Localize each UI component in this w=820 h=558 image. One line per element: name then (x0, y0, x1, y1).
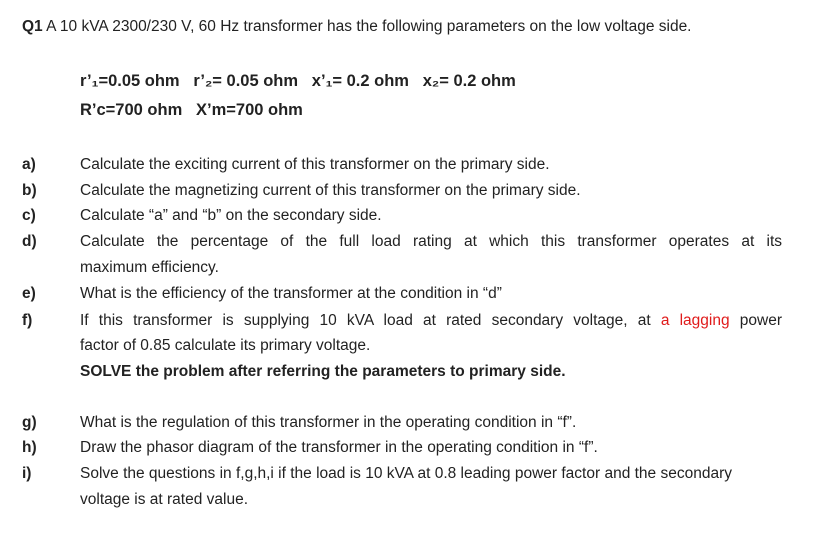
parameters-line-1: r’₁=0.05 ohm r’₂= 0.05 ohm x’₁= 0.2 ohm x₂= 0.2 ohm (80, 72, 516, 90)
question-a-label: a) (22, 156, 36, 173)
question-h-label: h) (22, 439, 37, 456)
question-c-label: c) (22, 207, 36, 224)
question-f-line-1-start: If this transformer is supplying 10 kVA load at rated secondary voltage, at (80, 312, 661, 329)
question-i-line-1: Solve the questions in f,g,h,i if the load is 10 kVA at 0.8 leading power factor and the secondary (80, 465, 732, 482)
question-d-line-2: maximum efficiency. (80, 259, 219, 276)
question-intro-text: A 10 kVA 2300/230 V, 60 Hz transformer has the following parameters on the low voltage side. (42, 18, 692, 35)
question-e-label: e) (22, 285, 36, 302)
question-number: Q1 (22, 18, 43, 35)
question-e-text: What is the efficiency of the transformer at the condition in “d” (80, 285, 502, 302)
question-f-line-1-end: power (729, 312, 782, 329)
question-d-label: d) (22, 233, 37, 250)
question-g-label: g) (22, 414, 37, 431)
question-a-text: Calculate the exciting current of this transformer on the primary side. (80, 156, 550, 173)
question-f-note: SOLVE the problem after referring the parameters to primary side. (80, 363, 566, 380)
question-f-line-1 (80, 312, 782, 330)
question-b-text: Calculate the magnetizing current of this transformer on the primary side. (80, 182, 581, 199)
question-f-line-2: factor of 0.85 calculate its primary voltage. (80, 337, 371, 354)
question-f-label: f) (22, 312, 33, 329)
parameters-line-2: R’c=700 ohm X’m=700 ohm (80, 101, 303, 119)
question-b-label: b) (22, 182, 37, 199)
lagging-highlight: a lagging (660, 312, 730, 329)
question-i-line-2: voltage is at rated value. (80, 491, 249, 508)
question-h-text: Draw the phasor diagram of the transformer in the operating condition in “f”. (80, 439, 598, 456)
question-i-label: i) (22, 465, 32, 482)
question-d-line-1: Calculate the percentage of the full load rating at which this transformer operates at its (80, 233, 782, 250)
question-intro (22, 18, 692, 36)
question-c-text: Calculate “a” and “b” on the secondary side. (80, 207, 382, 224)
question-g-text: What is the regulation of this transformer in the operating condition in “f”. (80, 414, 577, 431)
